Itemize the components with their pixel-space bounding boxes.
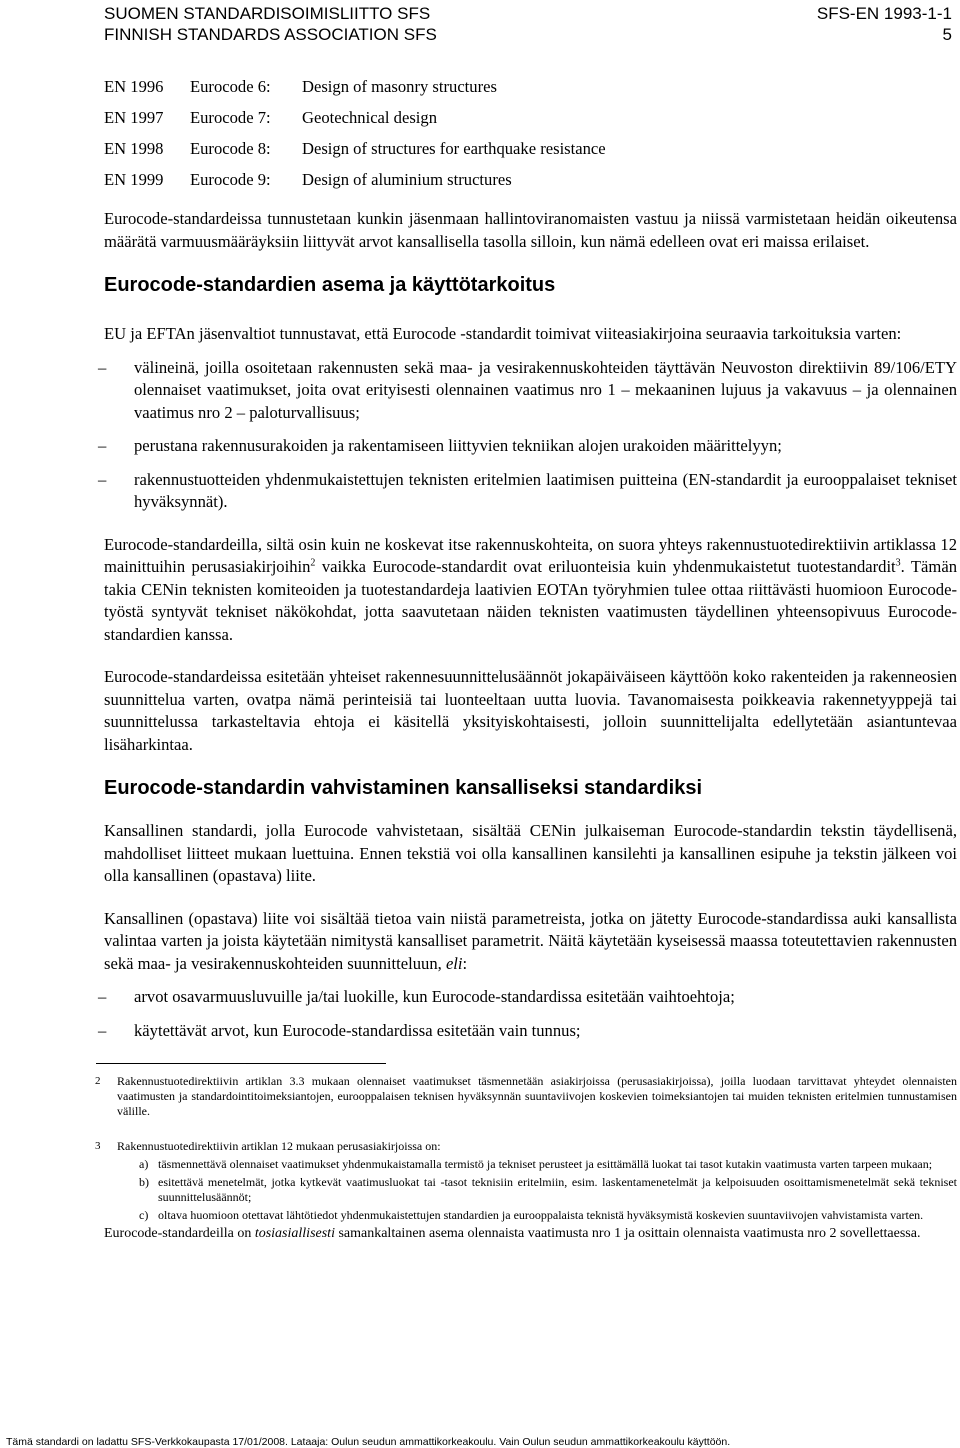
download-notice-footer: Tämä standardi on ladattu SFS-Verkkokaupasta 17/01/2008. Lataaja: Oulun seudun ammattikorkeakoulu. Vain Oulun seudun ammattikorkeakoulu käyttöön. bbox=[6, 1436, 731, 1448]
footnote-ref-3: 3 bbox=[895, 557, 901, 569]
subitem-label: a) bbox=[139, 1157, 149, 1171]
footnote-text: Rakennustuotedirektiivin artiklan 12 mukaan perusasiakirjoissa on: bbox=[117, 1139, 441, 1153]
footnote-3-tail bbox=[104, 1225, 957, 1243]
footnote-subitem bbox=[104, 1157, 957, 1172]
dash-bullet-icon: – bbox=[98, 436, 107, 455]
list-item bbox=[98, 357, 957, 425]
dash-bullet-icon: – bbox=[98, 987, 107, 1006]
page-header-right bbox=[817, 3, 952, 45]
footnote-subitem bbox=[104, 1175, 957, 1205]
section1-intro-paragraph: EU ja EFTAn jäsenvaltiot tunnustavat, että Eurocode -standardit toimivat viiteasiakirjoina seuraavia tarkoituksia varten: bbox=[104, 324, 902, 343]
eurocode-row bbox=[104, 165, 606, 196]
subitem-text: esitettävä menetelmät, jotka kytkevät vaatimusluokat tai -tasot teknisiin eritelmiin, esim. laskentamenetelmät ja kelpoisuuden osoittamismenetelmät sekä tekniset suunnittelusäännöt; bbox=[158, 1175, 957, 1204]
section1-paragraph-3: Eurocode-standardeissa esitetään yhteiset rakennesuunnittelusäännöt jokapäiväiseen käyttöön koko rakenteiden ja rakenneosien suunnittelua varten, ovatpa nämä perinteisiä tai luonteeltaan uutta luovia. Tavanomaisesta poikkeavia rakennetyyppejä tai suunnittelussa tarkasteltavia ehtoja ei käsitellä yksityiskohtaisesti, jolloin suunnittelijalta edellytetään asiantuntevaa lisäharkintaa. bbox=[104, 667, 957, 754]
dash-bullet-icon: – bbox=[98, 469, 107, 489]
header-doc-id: SFS-EN 1993-1-1 bbox=[816, 4, 952, 23]
text-run: : bbox=[462, 953, 468, 973]
header-org-fi: SUOMEN STANDARDISOIMISLIITTO SFS bbox=[104, 4, 431, 23]
eurocode-row bbox=[104, 103, 606, 134]
eurocode-title: Geotechnical design bbox=[302, 108, 438, 128]
text-run: samankaltainen asema olennaista vaatimusta nro 1 ja osittain olennaista vaatimusta nro 2 sovellettaessa. bbox=[334, 1226, 921, 1241]
list-item-text: arvot osavarmuusluvuille ja/tai luokille, kun Eurocode-standardissa esitetään vaihtoehtoja; bbox=[134, 987, 735, 1006]
list-item-text: rakennustuotteiden yhdenmukaistettujen teknisten eritelmien laatimisen puitteina (EN-standardit ja eurooppalaiset tekniset hyväksynnät). bbox=[134, 469, 957, 511]
text-run: . Tämän takia CENin teknisten komiteoiden ja tuotestandardeja laativien EOTAn työryhmien tulee ottaa riittävästi huomioon Eurocode-työstä syntyvät tekniset näkökohdat, jotta saavutetaan näiden teknisten vaatimusten täydellinen yhteensopivuus Eurocode-standardien kanssa. bbox=[104, 557, 957, 644]
section1-paragraph-2 bbox=[104, 534, 957, 647]
footnote-number: 3 bbox=[95, 1140, 101, 1152]
section2-paragraph-1: Kansallinen standardi, jolla Eurocode vahvistetaan, sisältää CENin julkaiseman Eurocode-standardin tekstin täydellisenä, mahdolliset liitteet mukaan luettuina. Ennen tekstiä voi olla kansallinen kansilehti ja kansallinen esipuhe ja tekstin jälkeen voi olla kansallinen (opastava) liite. bbox=[104, 821, 957, 885]
footnote-text: Rakennustuotedirektiivin artiklan 3.3 mukaan olennaiset vaatimukset täsmennetään asiakirjoissa (perusasiakirjoissa), joilla luodaan tarvittavat yhteydet olennaisten vaatimusten ja standardointitoimeksiantojen, eurooppalaisen teknisen hyväksynnän suuntaviivojen koskevien toimeksiantojen tai muiden teknisten eritelmien tunnustamisen välille. bbox=[117, 1074, 957, 1118]
page-content bbox=[95, 72, 957, 1243]
dash-bullet-icon: – bbox=[98, 1020, 107, 1040]
subitem-text: täsmennettävä olennaiset vaatimukset yhdenmukaistamalla termistö ja tekniset perusteet ja esittämällä luokat tai tasot kutakin vaatimusta varten tarpeen mukaan; bbox=[158, 1157, 933, 1171]
list-item bbox=[98, 435, 957, 458]
dash-bullet-icon: – bbox=[98, 357, 107, 377]
text-run: Eurocode-standardeilla on bbox=[104, 1226, 255, 1241]
list-item bbox=[98, 986, 957, 1009]
text-run: Eurocode-standardeilla, siltä osin kuin ne koskevat itse rakennuskohteita, on suora yhteys rakennustuotedirektiivin artiklassa 12 mainittuihin perusasiakirjoihin bbox=[104, 534, 957, 576]
eurocode-title: Design of masonry structures bbox=[302, 77, 497, 97]
header-page-number: 5 bbox=[942, 25, 952, 44]
list-item-text: välineinä, joilla osoitetaan rakennusten sekä maa- ja vesirakennuskohteiden täyttävän Neuvoston direktiivin 89/106/ETY olennaiset vaatimukset, joita ovat erityisesti olennainen vaatimus nro 1 – mekaaninen lujuus ja vakavuus – ja olennainen vaatimus nro 2 – paloturvallisuus; bbox=[134, 357, 957, 422]
eurocode-name: Eurocode 9: bbox=[190, 170, 271, 190]
section2-paragraph-2 bbox=[104, 908, 957, 976]
eurocode-row bbox=[104, 134, 606, 165]
text-run: vaikka Eurocode-standardit ovat eriluonteisia kuin yhdenmukaistetut tuotestandardit bbox=[315, 557, 896, 576]
header-org-en: FINNISH STANDARDS ASSOCIATION SFS bbox=[104, 25, 437, 44]
eurocode-list bbox=[104, 72, 606, 196]
subitem-text: oltava huomioon otettavat lähtötiedot yhdenmukaistettujen standardien ja eurooppalaista teknistä hyväksymistä koskevien suuntaviivojen vahvistamista varten. bbox=[158, 1208, 924, 1222]
eurocode-name: Eurocode 7: bbox=[190, 108, 271, 128]
list-item-text: perustana rakennusurakoiden ja rakentamiseen liittyvien tekniikan alojen urakoiden määrittelyyn; bbox=[134, 436, 782, 455]
text-run: Kansallinen (opastava) liite voi sisältää tietoa vain niistä parametreista, jotka on jätetty Eurocode-standardissa auki kansallista valintaa varten ja joista käytetään nimitystä kansalliset parametrit. Näitä käytetään kyseisessä maassa toteutettavien rakennusten sekä maa- ja vesirakennuskohteiden suunnitteluun, bbox=[104, 908, 957, 973]
eurocode-code: EN 1997 bbox=[104, 108, 164, 128]
eurocode-row bbox=[104, 72, 606, 103]
eurocode-title: Design of aluminium structures bbox=[302, 170, 512, 190]
eurocode-code: EN 1996 bbox=[104, 77, 164, 97]
emphasis: eli bbox=[445, 953, 463, 973]
intro-paragraph: Eurocode-standardeissa tunnustetaan kunkin jäsenmaan hallintoviranomaisten vastuu ja niissä varmistetaan heidän oikeutensa määrätä varmuusmääräyksiin liittyvät arvot kansallisella tasolla silloin, kun nämä edelleen ovat eri maissa erilaiset. bbox=[104, 209, 957, 251]
list-item bbox=[98, 469, 957, 514]
footnote-ref-2: 2 bbox=[310, 557, 316, 569]
list-item bbox=[98, 1020, 957, 1043]
footnote-number: 2 bbox=[95, 1075, 101, 1087]
section-heading-status: Eurocode-standardien asema ja käyttötarkoitus bbox=[104, 274, 556, 296]
page-header-left bbox=[104, 3, 437, 45]
eurocode-name: Eurocode 6: bbox=[190, 77, 271, 97]
eurocode-code: EN 1999 bbox=[104, 170, 164, 190]
emphasis: tosiasiallisesti bbox=[254, 1226, 335, 1241]
list-item-text: käytettävät arvot, kun Eurocode-standardissa esitetään vain tunnus; bbox=[134, 1020, 581, 1040]
footnote-2 bbox=[95, 1074, 957, 1119]
footnote-3 bbox=[95, 1139, 957, 1154]
subitem-label: b) bbox=[139, 1175, 149, 1189]
eurocode-title: Design of structures for earthquake resistance bbox=[302, 139, 606, 159]
subitem-label: c) bbox=[139, 1208, 149, 1222]
footnote-subitem bbox=[104, 1208, 957, 1223]
eurocode-code: EN 1998 bbox=[104, 139, 164, 159]
section-heading-national: Eurocode-standardin vahvistaminen kansalliseksi standardiksi bbox=[104, 777, 702, 799]
eurocode-name: Eurocode 8: bbox=[190, 139, 271, 159]
